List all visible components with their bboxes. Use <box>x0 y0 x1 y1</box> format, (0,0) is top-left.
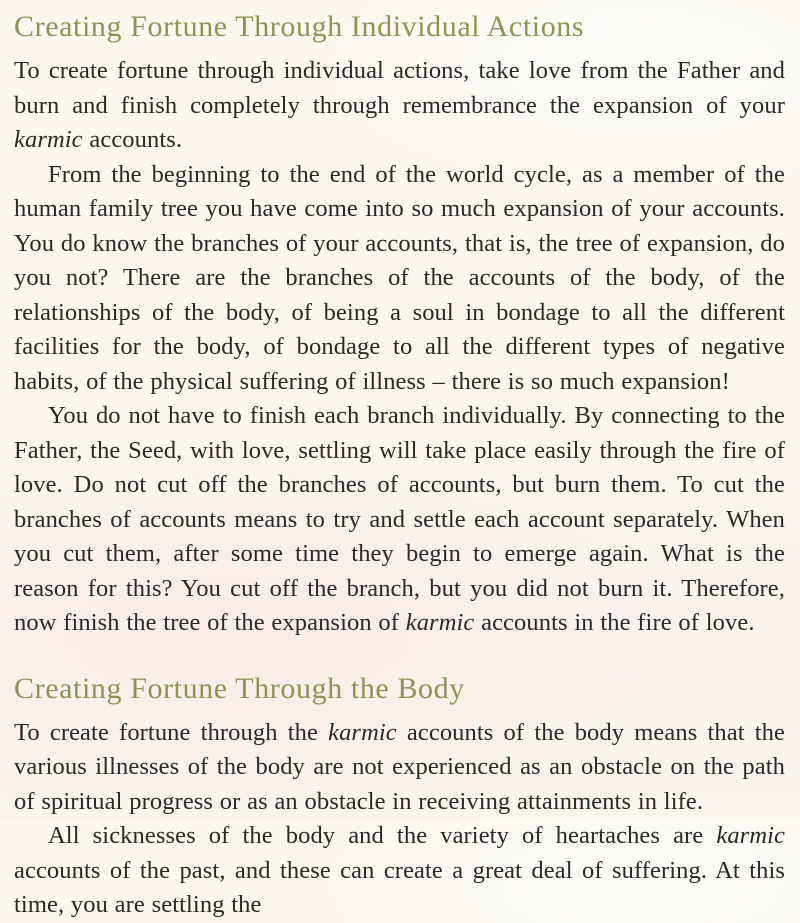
italic-term: karmic <box>328 718 397 746</box>
paragraph: To create fortune through the karmic accounts of the body means that the various illnesses of the body are not experienced as an obstacle on the path of spiritual progress or as an obstacle in receiving attainments in life. <box>14 718 785 815</box>
section-heading-individual-actions: Creating Fortune Through Individual Actions <box>14 10 585 43</box>
paragraph: From the beginning to the end of the world cycle, as a member of the human family tree you have come into so much expansion of your accounts. You do know the branches of your accounts, that is, the tree of expansion, do you not? There are the branches of the accounts of the body, of the relationships of the body, of being a soul in bondage to all the different facilities for the body, of bondage to all the different types of negative habits, of the physical suffering of illness – there is so much expansion! <box>14 160 785 395</box>
section-heading-the-body: Creating Fortune Through the Body <box>14 671 465 705</box>
italic-term: karmic <box>405 609 475 636</box>
italic-term: karmic <box>716 822 785 849</box>
paragraph: You do not have to finish each branch individually. By connecting to the Father, the Seed, with love, settling will take place easily through the fire of love. Do not cut off the branches of accounts, but burn them. To cut the branches of accounts means to try and settle each account separately. When you cut them, after some time they begin to emerge again. What is the reason for this? You cut off the branch, but you did not burn it. Therefore, now finish the tree of the expansion of karmic accounts in the fire of love. <box>14 402 785 636</box>
paragraph: To create fortune through individual actions, take love from the Father and burn and finish completely through remembrance the expansion of your karmic accounts. <box>14 57 785 153</box>
paragraph: All sicknesses of the body and the variety of heartaches are karmic accounts of the past, and these can create a great deal of suffering. At this time, you are settling the <box>14 822 785 918</box>
italic-term: karmic <box>14 126 83 153</box>
